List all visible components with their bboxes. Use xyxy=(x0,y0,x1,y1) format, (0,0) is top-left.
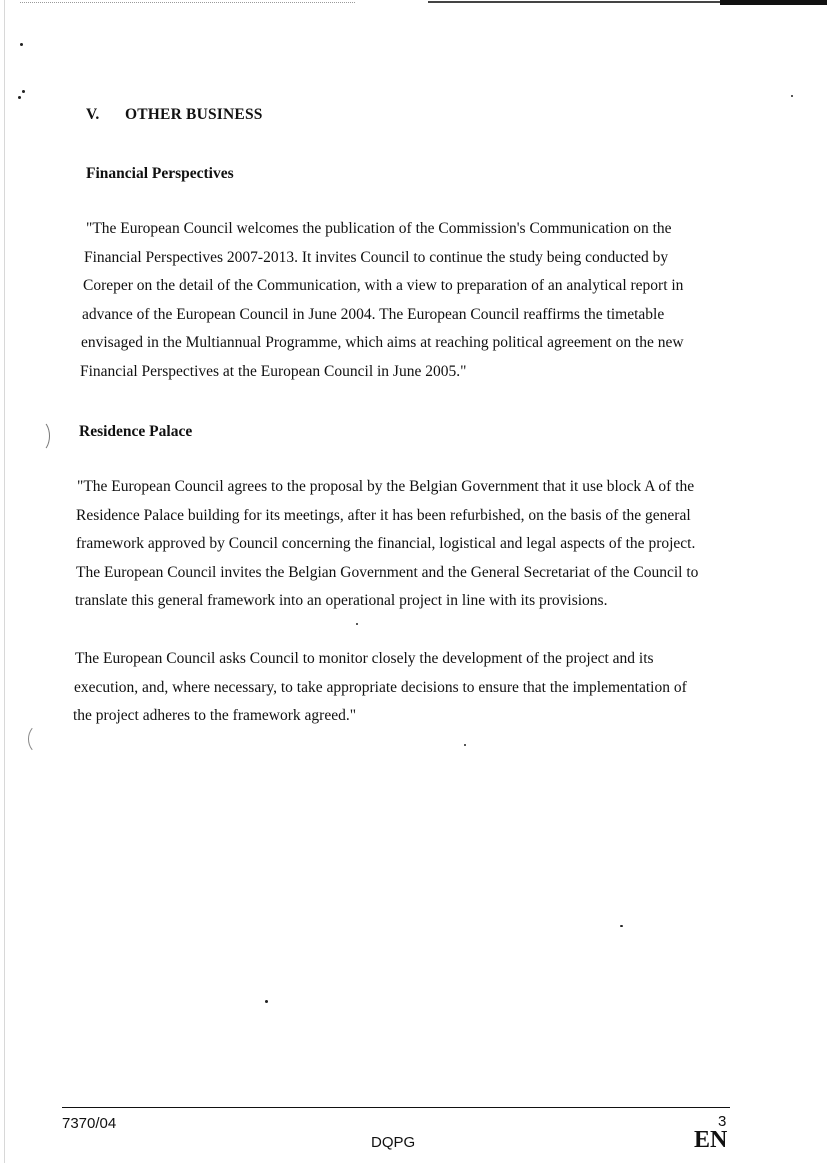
scan-edge-top-left xyxy=(20,2,355,3)
language-code: EN xyxy=(694,1127,728,1153)
paragraph-line: The European Council invites the Belgian Government and the General Secretariat of the Council to xyxy=(76,563,699,581)
paragraph-line: translate this general framework into an operational project in line with its provisions. xyxy=(75,592,608,610)
scan-speck xyxy=(22,90,25,93)
paragraph-line: Financial Perspectives at the European Council in June 2005." xyxy=(80,362,467,380)
unit-code: DQPG xyxy=(371,1134,416,1151)
financial-perspectives-heading: Financial Perspectives xyxy=(86,165,234,182)
scan-speck xyxy=(791,95,793,97)
scan-edge-left xyxy=(4,0,5,1163)
paragraph-line: Financial Perspectives 2007-2013. It invites Council to continue the study being conducted by xyxy=(84,248,669,266)
scan-edge-top-right-dark xyxy=(720,0,827,5)
scan-speck xyxy=(356,623,358,625)
document-reference: 7370/04 xyxy=(62,1115,117,1132)
paragraph-line: Coreper on the detail of the Communication, with a view to preparation of an analytical report in xyxy=(83,277,684,295)
section-number: V. xyxy=(86,106,100,123)
residence-palace-paragraph-1 xyxy=(77,473,698,616)
page-number: 3 xyxy=(718,1113,727,1130)
paragraph-line: envisaged in the Multiannual Programme, which aims at reaching political agreement on the new xyxy=(81,334,684,352)
paragraph-line: The European Council asks Council to monitor closely the development of the project and its xyxy=(75,650,654,667)
paragraph-line: advance of the European Council in June 2004. The European Council reaffirms the timetable xyxy=(82,305,665,323)
scan-speck xyxy=(18,96,21,99)
punch-hole-mark xyxy=(28,724,52,754)
section-heading xyxy=(86,106,263,124)
scan-speck xyxy=(464,744,466,746)
paragraph-line: Residence Palace building for its meetings, after it has been refurbished, on the basis of the general xyxy=(76,506,691,524)
paragraph-line: execution, and, where necessary, to take appropriate decisions to ensure that the implementation of xyxy=(74,678,687,696)
scan-speck xyxy=(265,1000,268,1003)
scan-speck xyxy=(20,43,23,46)
footer-rule xyxy=(62,1107,730,1108)
scan-speck xyxy=(620,925,623,927)
punch-hole-mark xyxy=(30,420,50,452)
paragraph-line: the project adheres to the framework agreed." xyxy=(73,707,357,725)
financial-perspectives-paragraph xyxy=(80,215,684,387)
section-title: OTHER BUSINESS xyxy=(125,106,263,123)
residence-palace-heading: Residence Palace xyxy=(79,423,193,440)
residence-palace-paragraph-2 xyxy=(75,645,687,731)
paragraph-line: "The European Council welcomes the publication of the Commission's Communication on the xyxy=(86,220,672,237)
paragraph-line: "The European Council agrees to the proposal by the Belgian Government that it use block A of the xyxy=(77,478,695,495)
paragraph-line: framework approved by Council concerning the financial, logistical and legal aspects of the project. xyxy=(76,535,696,553)
